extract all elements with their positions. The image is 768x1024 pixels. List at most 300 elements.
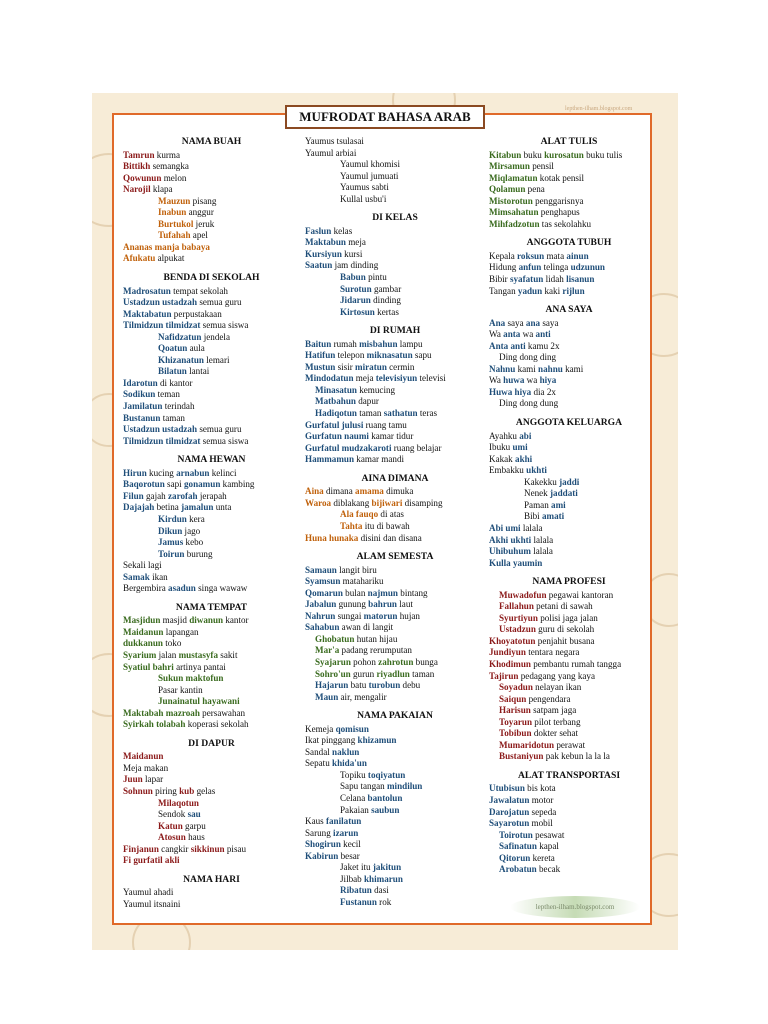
vocab-line bbox=[123, 832, 300, 844]
arabic-term: Toyarun bbox=[499, 716, 533, 727]
arabic-term: Bustaniyun bbox=[499, 751, 544, 762]
arabic-term: Baitun bbox=[305, 338, 332, 349]
arabic-term: Kitabun bbox=[489, 149, 522, 160]
meaning-text: kantor bbox=[223, 615, 249, 626]
vocab-line bbox=[305, 431, 485, 443]
arabic-term: khida'un bbox=[332, 758, 367, 769]
arabic-term: Maktabatun bbox=[123, 308, 172, 319]
vocab-line bbox=[489, 173, 649, 185]
vocab-line bbox=[123, 161, 300, 173]
arabic-term: Mar'a bbox=[315, 645, 340, 656]
arabic-term: Toirotun bbox=[499, 829, 533, 840]
vocab-line bbox=[123, 899, 300, 911]
vocab-line bbox=[123, 809, 300, 821]
meaning-text: bunga bbox=[413, 656, 438, 667]
meaning-text: burung bbox=[184, 548, 213, 559]
arabic-term: Anta anti bbox=[489, 340, 526, 351]
vocab-line bbox=[305, 454, 485, 466]
arabic-term: Mimsahatun bbox=[489, 207, 539, 218]
arabic-term: abi bbox=[519, 430, 532, 441]
meaning-text: toko bbox=[162, 638, 182, 649]
vocab-line bbox=[489, 659, 649, 671]
vocab-line bbox=[123, 583, 300, 595]
vocab-line bbox=[489, 375, 649, 387]
vocab-line bbox=[489, 636, 649, 648]
vocab-line bbox=[305, 565, 485, 577]
vocab-line bbox=[305, 373, 485, 385]
arabic-term: Afukatu bbox=[123, 253, 156, 264]
arabic-term: lisanun bbox=[566, 274, 595, 285]
arabic-term: Mustun bbox=[305, 361, 336, 372]
arabic-term: Bustanun bbox=[123, 412, 161, 423]
meaning-text: lampu bbox=[397, 338, 423, 349]
arabic-term: Miqlamatun bbox=[489, 172, 538, 183]
vocab-line bbox=[123, 615, 300, 627]
vocab-line bbox=[305, 622, 485, 634]
arabic-term: Kabirun bbox=[305, 850, 339, 861]
meaning-text: saya bbox=[540, 317, 559, 328]
meaning-text: lidah bbox=[543, 274, 567, 285]
arabic-term: Soyadun bbox=[499, 682, 533, 693]
arabic-term: Maktabun bbox=[305, 237, 346, 248]
meaning-text: kami bbox=[562, 363, 584, 374]
meaning-text: Ding dong dung bbox=[499, 398, 559, 409]
vocab-line bbox=[489, 318, 649, 330]
arabic-term: jamalun bbox=[181, 502, 214, 513]
arabic-term: kurosatun bbox=[544, 149, 584, 160]
meaning-text: kamar mandi bbox=[354, 454, 405, 465]
arabic-term: jaddati bbox=[550, 488, 578, 499]
meaning-text: hujan bbox=[397, 610, 420, 621]
arabic-term: Ustadzun ustadzah bbox=[123, 424, 198, 435]
meaning-text: Wa bbox=[489, 329, 504, 340]
vocab-line bbox=[305, 194, 485, 206]
meaning-text: mata bbox=[544, 250, 567, 261]
arabic-term: Madrosatun bbox=[123, 285, 171, 296]
arabic-term: udzunun bbox=[570, 262, 605, 273]
arabic-term: Ananas manja babaya bbox=[123, 241, 210, 252]
meaning-text: dia 2x bbox=[531, 386, 556, 397]
meaning-text: tas sekolahku bbox=[539, 218, 592, 229]
section-heading: ANGGOTA KELUARGA bbox=[515, 417, 623, 429]
meaning-text: sisir bbox=[335, 361, 356, 372]
arabic-term: Ghobatun bbox=[315, 633, 355, 644]
meaning-text: koperasi sekolah bbox=[185, 719, 249, 730]
arabic-term: Bittikh bbox=[123, 161, 151, 172]
meaning-text: disini dan disana bbox=[358, 532, 422, 543]
meaning-text: becak bbox=[536, 864, 561, 875]
vocab-line bbox=[305, 828, 485, 840]
meaning-text: kereta bbox=[530, 852, 555, 863]
arabic-term: khizamun bbox=[357, 735, 397, 746]
arabic-term: Jamus bbox=[158, 537, 184, 548]
arabic-term: Junainatul hayawani bbox=[158, 696, 240, 707]
vocab-line bbox=[123, 230, 300, 242]
meaning-text: melon bbox=[161, 172, 187, 183]
vocab-line bbox=[123, 662, 300, 674]
vocab-line bbox=[123, 468, 300, 480]
meaning-text: hutan hijau bbox=[354, 633, 398, 644]
meaning-text: pedagang yang kaya bbox=[518, 670, 595, 681]
arabic-term: Safinatun bbox=[499, 841, 537, 852]
meaning-text: kemucing bbox=[356, 384, 396, 395]
arabic-term: Filun bbox=[123, 490, 144, 501]
arabic-term: Syamsun bbox=[305, 576, 341, 587]
vocab-line bbox=[305, 260, 485, 272]
arabic-term: amati bbox=[541, 511, 565, 522]
meaning-text: wa bbox=[524, 375, 540, 386]
meaning-text: taman bbox=[356, 408, 384, 419]
meaning-text: lalala bbox=[520, 522, 543, 533]
vocab-line bbox=[489, 454, 649, 466]
arabic-term: Hatifun bbox=[305, 350, 336, 361]
arabic-term: izarun bbox=[333, 827, 359, 838]
arabic-term: Juun bbox=[123, 774, 143, 785]
arabic-term: huwa bbox=[503, 375, 525, 386]
arabic-term: Samaun bbox=[305, 564, 337, 575]
vocab-line bbox=[305, 284, 485, 296]
arabic-term: Minasatun bbox=[315, 384, 357, 395]
meaning-text: kami bbox=[515, 363, 539, 374]
arabic-term: ami bbox=[551, 499, 566, 510]
meaning-text: Sarung bbox=[305, 827, 334, 838]
vocab-line bbox=[489, 624, 649, 636]
arabic-term: Saiqun bbox=[499, 693, 527, 704]
vocab-line bbox=[489, 705, 649, 717]
arabic-term: Matbahun bbox=[315, 396, 356, 407]
section-heading: DI DAPUR bbox=[188, 737, 235, 749]
section-heading: DI RUMAH bbox=[369, 325, 421, 337]
arabic-term: miknasatun bbox=[366, 350, 413, 361]
vocab-line bbox=[123, 719, 300, 731]
arabic-term: anfun bbox=[518, 262, 542, 273]
vocab-line bbox=[123, 685, 300, 697]
meaning-text: jalan bbox=[156, 649, 179, 660]
arabic-term: ukhti bbox=[526, 465, 547, 476]
meaning-text: saya bbox=[505, 317, 526, 328]
vocab-line bbox=[305, 182, 485, 194]
arabic-term: Muwadofun bbox=[499, 589, 547, 600]
meaning-text: nelayan ikan bbox=[532, 682, 582, 693]
meaning-text: Hidung bbox=[489, 262, 519, 273]
meaning-text: pena bbox=[525, 184, 545, 195]
arabic-term: Kulla yaumin bbox=[489, 557, 543, 568]
arabic-term: akhi bbox=[515, 453, 533, 464]
meaning-text: kamar tidur bbox=[368, 431, 414, 442]
meaning-text: Bergembira bbox=[123, 583, 169, 594]
vocab-line bbox=[305, 237, 485, 249]
arabic-term: Sodikun bbox=[123, 389, 156, 400]
arabic-term: najmun bbox=[367, 587, 398, 598]
meaning-text: laut bbox=[397, 599, 413, 610]
arabic-term: Nahnu bbox=[489, 363, 516, 374]
arabic-term: dukkanun bbox=[123, 638, 163, 649]
vocab-line bbox=[489, 841, 649, 853]
vocab-line bbox=[489, 364, 649, 376]
vocab-line bbox=[123, 401, 300, 413]
meaning-text: Ayahku bbox=[489, 430, 520, 441]
arabic-term: Toirun bbox=[158, 548, 185, 559]
meaning-text: lapar bbox=[142, 774, 164, 785]
section-heading: AINA DIMANA bbox=[361, 472, 429, 484]
meaning-text: satpam jaga bbox=[530, 705, 577, 716]
arabic-term: naklun bbox=[332, 746, 360, 757]
meaning-text: pilot terbang bbox=[532, 716, 581, 727]
arabic-term: bijiwari bbox=[371, 497, 403, 508]
meaning-text: batu bbox=[348, 680, 369, 691]
arabic-term: Jundiyun bbox=[489, 647, 526, 658]
section-heading: NAMA PROFESI bbox=[532, 576, 606, 588]
meaning-text: televisi bbox=[417, 373, 446, 384]
meaning-text: Ibuku bbox=[489, 442, 513, 453]
arabic-term: gonamun bbox=[183, 479, 221, 490]
meaning-text: Meja makan bbox=[123, 762, 169, 773]
meaning-text: cangkir bbox=[158, 843, 191, 854]
meaning-text: ikan bbox=[149, 571, 168, 582]
vocab-line bbox=[123, 751, 300, 763]
column-3 bbox=[489, 136, 649, 876]
arabic-term: Khodimun bbox=[489, 658, 531, 669]
section-heading: NAMA PAKAIAN bbox=[357, 710, 433, 722]
vocab-line bbox=[123, 366, 300, 378]
meaning-text: Sandal bbox=[305, 746, 333, 757]
vocab-line bbox=[305, 793, 485, 805]
meaning-text: air, mengalir bbox=[338, 691, 387, 702]
meaning-text: Topiku bbox=[340, 769, 368, 780]
vocab-line bbox=[489, 431, 649, 443]
arabic-term: Jidarun bbox=[340, 295, 371, 306]
meaning-text: kapal bbox=[536, 841, 559, 852]
arabic-term: Mihfadzotun bbox=[489, 218, 540, 229]
arabic-term: Akhi ukhti bbox=[489, 534, 532, 545]
vocab-line bbox=[123, 378, 300, 390]
meaning-text: jendela bbox=[201, 331, 230, 342]
meaning-text: Bibi bbox=[524, 511, 542, 522]
meaning-text: perawat bbox=[554, 739, 586, 750]
meaning-text: aula bbox=[187, 343, 205, 354]
arabic-term: riyadlun bbox=[376, 668, 410, 679]
arabic-term: Milaqotun bbox=[158, 797, 199, 808]
meaning-text: kaki bbox=[542, 285, 563, 296]
vocab-line bbox=[489, 341, 649, 353]
vocab-line bbox=[123, 320, 300, 332]
meaning-text: pesawat bbox=[532, 829, 565, 840]
meaning-text: padang rerumputan bbox=[339, 645, 412, 656]
vocab-line bbox=[489, 465, 649, 477]
arabic-term: Faslun bbox=[305, 225, 332, 236]
meaning-text: Yaumul ahadi bbox=[123, 887, 174, 898]
meaning-text: Kepala bbox=[489, 250, 518, 261]
arabic-term: rijlun bbox=[562, 285, 585, 296]
meaning-text: di kantor bbox=[157, 377, 193, 388]
meaning-text: Jaket itu bbox=[340, 862, 373, 873]
arabic-term: Qolamun bbox=[489, 184, 526, 195]
vocab-line bbox=[123, 184, 300, 196]
arabic-term: Aina bbox=[305, 486, 324, 497]
meaning-text: pembantu rumah tangga bbox=[530, 658, 622, 669]
vocab-line bbox=[123, 150, 300, 162]
arabic-term: Qitorun bbox=[499, 852, 531, 863]
meaning-text: jam dinding bbox=[332, 260, 379, 271]
meaning-text: teras bbox=[417, 408, 438, 419]
vocab-line bbox=[305, 339, 485, 351]
vocab-line bbox=[489, 590, 649, 602]
arabic-term: yadun bbox=[517, 285, 543, 296]
arabic-term: Gurfatul julusi bbox=[305, 419, 364, 430]
vocab-line bbox=[489, 488, 649, 500]
arabic-term: Dikun bbox=[158, 525, 183, 536]
meaning-text: bintang bbox=[398, 587, 428, 598]
arabic-term: ana bbox=[525, 317, 541, 328]
vocab-line bbox=[305, 735, 485, 747]
vocab-line bbox=[305, 443, 485, 455]
arabic-term: Mistorotun bbox=[489, 195, 533, 206]
arabic-term: Jamilatun bbox=[123, 401, 163, 412]
vocab-line bbox=[305, 611, 485, 623]
arabic-term: mustasyfa bbox=[178, 649, 219, 660]
arabic-term: Ala fauqo bbox=[340, 509, 379, 520]
meaning-text: kelas bbox=[331, 225, 353, 236]
arabic-term: Tufahah bbox=[158, 230, 191, 241]
arabic-term: Gurfatul mudzakaroti bbox=[305, 442, 392, 453]
vocab-line bbox=[489, 558, 649, 570]
vocab-line bbox=[123, 855, 300, 867]
arabic-term: Huna hunaka bbox=[305, 532, 359, 543]
vocab-line bbox=[123, 774, 300, 786]
meaning-text: sungai bbox=[335, 610, 364, 621]
vocab-line bbox=[123, 253, 300, 265]
meaning-text: Sekali lagi bbox=[123, 560, 162, 571]
vocab-line bbox=[305, 885, 485, 897]
vocab-line bbox=[123, 242, 300, 254]
vocab-line bbox=[305, 362, 485, 374]
meaning-text: lantai bbox=[186, 366, 210, 377]
meaning-text: telinga bbox=[541, 262, 571, 273]
vocab-line bbox=[489, 387, 649, 399]
vocab-line bbox=[123, 537, 300, 549]
vocab-line bbox=[123, 638, 300, 650]
meaning-text: Yaumus tsulasai bbox=[305, 136, 364, 146]
meaning-text: kera bbox=[186, 513, 205, 524]
arabic-term: Sayarotun bbox=[489, 818, 530, 829]
meaning-text: penggarisnya bbox=[532, 195, 584, 206]
vocab-line bbox=[305, 159, 485, 171]
meaning-text: pohon bbox=[350, 656, 379, 667]
arabic-term: Saatun bbox=[305, 260, 333, 271]
meaning-text: polisi jaga jalan bbox=[537, 612, 598, 623]
vocab-line bbox=[489, 274, 649, 286]
meaning-text: Sepatu bbox=[305, 758, 333, 769]
vocab-line bbox=[123, 526, 300, 538]
meaning-text: alpukat bbox=[155, 253, 185, 264]
vocab-line bbox=[305, 851, 485, 863]
section-heading: DI KELAS bbox=[372, 212, 418, 224]
meaning-text: gelas bbox=[194, 785, 216, 796]
arabic-term: Syirkah tolabah bbox=[123, 719, 186, 730]
vocab-line bbox=[305, 805, 485, 817]
meaning-text: gunung bbox=[336, 599, 369, 610]
meaning-text: unta bbox=[213, 502, 232, 513]
arabic-term: toqiyatun bbox=[367, 769, 406, 780]
vocab-line bbox=[305, 533, 485, 545]
meaning-text: penghapus bbox=[538, 207, 580, 218]
vocab-line bbox=[489, 864, 649, 876]
arabic-term: Ustadzun bbox=[499, 624, 536, 635]
meaning-text: matahariku bbox=[340, 576, 384, 587]
meaning-text: Jilbab bbox=[340, 873, 364, 884]
arabic-term: Katun bbox=[158, 820, 183, 831]
meaning-text: singa wawaw bbox=[195, 583, 248, 594]
vocab-line bbox=[489, 500, 649, 512]
vocab-line bbox=[123, 297, 300, 309]
vocab-line bbox=[123, 887, 300, 899]
vocab-line bbox=[489, 161, 649, 173]
arabic-term: Maun bbox=[315, 691, 339, 702]
arabic-term: qomisun bbox=[335, 723, 369, 734]
arabic-term: Gurfatun naumi bbox=[305, 431, 369, 442]
vocab-line bbox=[123, 502, 300, 514]
section-heading: NAMA HARI bbox=[183, 873, 240, 885]
arabic-term: Abi umi bbox=[489, 522, 521, 533]
meaning-text: jerapah bbox=[197, 490, 227, 501]
vocab-line bbox=[123, 650, 300, 662]
vocab-line bbox=[123, 424, 300, 436]
vocab-line bbox=[489, 647, 649, 659]
vocab-line bbox=[489, 511, 649, 523]
arabic-term: syafatun bbox=[509, 274, 544, 285]
arabic-term: Jawalatun bbox=[489, 794, 530, 805]
arabic-term: Qomarun bbox=[305, 587, 343, 598]
arabic-term: amama bbox=[355, 486, 384, 497]
arabic-term: saubun bbox=[371, 804, 400, 815]
meaning-text: diblakang bbox=[331, 497, 372, 508]
meaning-text: apel bbox=[190, 230, 208, 241]
arabic-term: Masjidun bbox=[123, 615, 161, 626]
meaning-text: persawahan bbox=[199, 707, 246, 718]
meaning-text: ruang belajar bbox=[391, 442, 442, 453]
arabic-term: Kirdun bbox=[158, 513, 187, 524]
vocab-line bbox=[305, 862, 485, 874]
vocab-line bbox=[305, 295, 485, 307]
vocab-line bbox=[123, 673, 300, 685]
arabic-term: diwanun bbox=[189, 615, 224, 626]
arabic-term: Jabalun bbox=[305, 599, 337, 610]
meaning-text: semua guru bbox=[197, 424, 242, 435]
vocab-line bbox=[305, 576, 485, 588]
arabic-term: asadun bbox=[168, 583, 196, 594]
page-title: MUFRODAT BAHASA ARAB bbox=[285, 105, 485, 129]
arabic-term: nahnu bbox=[538, 363, 563, 374]
vocab-line bbox=[489, 717, 649, 729]
vocab-line bbox=[305, 816, 485, 828]
meaning-text: Tangan bbox=[489, 285, 518, 296]
meaning-text: sakit bbox=[218, 649, 238, 660]
arabic-term: Tilmidzun tilmidzat bbox=[123, 320, 201, 331]
arabic-term: Khoyatotun bbox=[489, 635, 536, 646]
arabic-term: Tahta bbox=[340, 520, 363, 531]
meaning-text: tentara negara bbox=[525, 647, 580, 658]
arabic-term: Nafidzatun bbox=[158, 331, 202, 342]
vocab-line bbox=[489, 398, 649, 410]
meaning-text: garpu bbox=[182, 820, 206, 831]
arabic-term: Huwa hiya bbox=[489, 386, 532, 397]
meaning-text: semua siswa bbox=[200, 435, 249, 446]
meaning-text: sapi bbox=[164, 479, 184, 490]
arabic-term: Tajirun bbox=[489, 670, 519, 681]
meaning-text: Ikat pinggang bbox=[305, 735, 358, 746]
meaning-text: motor bbox=[529, 794, 554, 805]
vocab-line bbox=[305, 588, 485, 600]
